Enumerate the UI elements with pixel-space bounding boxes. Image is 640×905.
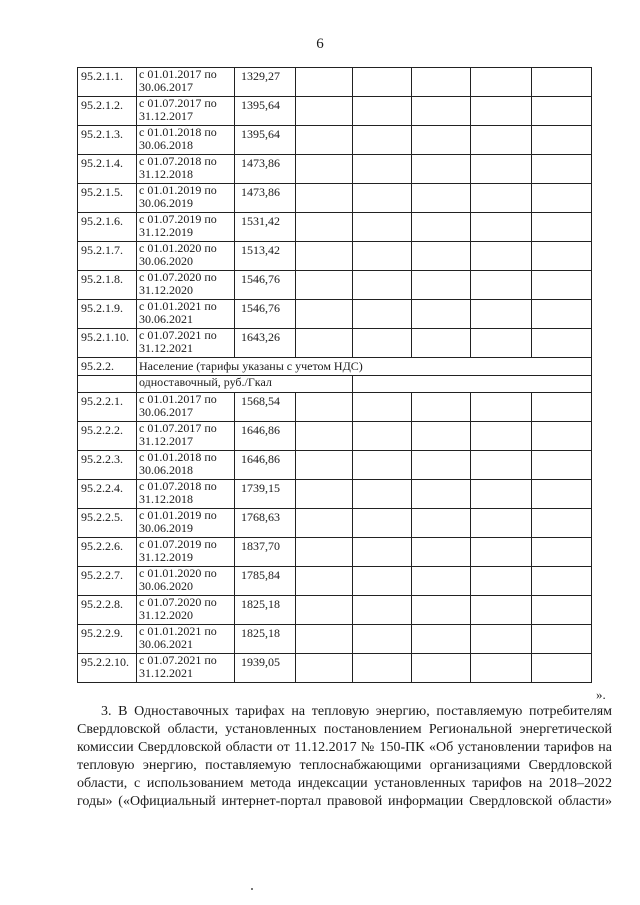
row-code: 95.2.1.7.	[78, 242, 137, 271]
period-end: 30.06.2017	[139, 405, 193, 419]
empty-cell	[296, 393, 353, 422]
empty-cell	[532, 567, 592, 596]
empty-cell	[412, 596, 471, 625]
row-code: 95.2.2.8.	[78, 596, 137, 625]
empty-cell	[471, 480, 532, 509]
empty-cell	[296, 271, 353, 300]
row-tariff-value: 1531,42	[235, 213, 296, 242]
empty-cell	[296, 625, 353, 654]
empty-cell	[353, 126, 412, 155]
period-start: с 01.07.2020 по	[139, 595, 217, 609]
period-start: с 01.01.2017 по	[139, 67, 217, 81]
period-start: с 01.07.2021 по	[139, 328, 217, 342]
empty-cell	[412, 184, 471, 213]
empty-cell	[471, 422, 532, 451]
empty-cell	[412, 300, 471, 329]
closing-quote: ».	[596, 687, 606, 702]
empty-cell	[412, 126, 471, 155]
empty-cell	[471, 625, 532, 654]
tariff-row	[78, 654, 592, 683]
row-period	[137, 126, 235, 155]
empty-cell	[353, 509, 412, 538]
row-period	[137, 329, 235, 358]
empty-cell	[412, 393, 471, 422]
period-start: с 01.07.2018 по	[139, 479, 217, 493]
empty-cell	[353, 422, 412, 451]
row-code: 95.2.1.9.	[78, 300, 137, 329]
empty-cell	[412, 625, 471, 654]
empty-cell	[471, 538, 532, 567]
empty-cell	[532, 213, 592, 242]
row-tariff-value: 1643,26	[235, 329, 296, 358]
row-code: 95.2.2.4.	[78, 480, 137, 509]
empty-cell	[296, 480, 353, 509]
empty-cell	[532, 271, 592, 300]
period-end: 31.12.2017	[139, 434, 193, 448]
empty-cell	[532, 480, 592, 509]
section-subtitle-row	[78, 376, 592, 393]
tariff-row	[78, 300, 592, 329]
empty-cell	[296, 654, 353, 683]
row-code: 95.2.2.1.	[78, 393, 137, 422]
period-end: 31.12.2019	[139, 225, 193, 239]
row-period	[137, 300, 235, 329]
empty-cell	[532, 300, 592, 329]
empty-cell	[353, 596, 412, 625]
empty-cell	[412, 242, 471, 271]
section-code: 95.2.2.	[78, 358, 137, 376]
row-tariff-value: 1395,64	[235, 97, 296, 126]
row-code: 95.2.1.6.	[78, 213, 137, 242]
period-start: с 01.07.2018 по	[139, 154, 217, 168]
tariff-row	[78, 480, 592, 509]
row-period	[137, 68, 235, 97]
empty-cell	[412, 451, 471, 480]
empty-cell	[296, 300, 353, 329]
row-period	[137, 422, 235, 451]
period-end: 30.06.2020	[139, 254, 193, 268]
paragraph-text: 3. В Одноставочных тарифах на тепловую энергию, поставляемую потребителям Свердловской области, установленных постановлением Региональной энергетической комиссии Свердловской области от 11.12.2017 № 150-ПК «Об установлении тарифов на тепловую энергию, поставляемую теплоснабжающими организациями Свердловской области, с использованием метода индексации установленных тарифов на 2018–2022 годы» («Официальный интернет-портал правовой информации Свердловской области»	[77, 704, 612, 809]
empty-cell	[296, 184, 353, 213]
row-code: 95.2.2.9.	[78, 625, 137, 654]
empty-cell	[353, 329, 412, 358]
paragraph-3	[77, 703, 612, 811]
empty-cell	[471, 451, 532, 480]
row-code: 95.2.2.2.	[78, 422, 137, 451]
tariff-row	[78, 329, 592, 358]
row-tariff-value: 1329,27	[235, 68, 296, 97]
row-period	[137, 393, 235, 422]
period-start: с 01.01.2021 по	[139, 299, 217, 313]
row-period	[137, 480, 235, 509]
tariff-rows-other	[78, 68, 592, 358]
empty-cell	[471, 271, 532, 300]
empty-cell	[353, 393, 412, 422]
row-tariff-value: 1473,86	[235, 155, 296, 184]
empty-cell	[471, 393, 532, 422]
empty-cell	[353, 451, 412, 480]
period-start: с 01.01.2019 по	[139, 183, 217, 197]
empty-cell	[296, 451, 353, 480]
period-end: 31.12.2019	[139, 550, 193, 564]
tariff-row	[78, 422, 592, 451]
empty-cell	[532, 625, 592, 654]
tariff-row	[78, 213, 592, 242]
empty-cell	[412, 271, 471, 300]
row-period	[137, 654, 235, 683]
tariff-row	[78, 451, 592, 480]
tariff-row	[78, 393, 592, 422]
empty-cell	[353, 213, 412, 242]
period-start: с 01.07.2021 по	[139, 653, 217, 667]
period-start: с 01.01.2018 по	[139, 450, 217, 464]
row-tariff-value: 1546,76	[235, 300, 296, 329]
period-end: 31.12.2021	[139, 341, 193, 355]
tariff-row	[78, 155, 592, 184]
period-end: 31.12.2021	[139, 666, 193, 680]
row-tariff-value: 1395,64	[235, 126, 296, 155]
empty-cell	[471, 596, 532, 625]
empty-cell	[471, 155, 532, 184]
period-start: с 01.01.2017 по	[139, 392, 217, 406]
row-code: 95.2.2.7.	[78, 567, 137, 596]
empty-cell	[412, 422, 471, 451]
empty-cell	[532, 68, 592, 97]
row-period	[137, 596, 235, 625]
period-end: 30.06.2019	[139, 521, 193, 535]
row-code: 95.2.1.4.	[78, 155, 137, 184]
tariff-row	[78, 271, 592, 300]
row-code: 95.2.1.3.	[78, 126, 137, 155]
empty-cell	[532, 126, 592, 155]
empty-cell	[353, 155, 412, 184]
row-period	[137, 184, 235, 213]
row-tariff-value: 1825,18	[235, 625, 296, 654]
row-code: 95.2.1.10.	[78, 329, 137, 358]
section-title: Население (тарифы указаны с учетом НДС)	[137, 358, 592, 376]
row-tariff-value: 1939,05	[235, 654, 296, 683]
period-end: 30.06.2019	[139, 196, 193, 210]
empty-cell	[296, 596, 353, 625]
empty-cell	[412, 155, 471, 184]
empty-cell	[471, 213, 532, 242]
empty-cell	[412, 509, 471, 538]
empty-cell	[296, 422, 353, 451]
page-number: 6	[316, 36, 324, 52]
row-code: 95.2.1.5.	[78, 184, 137, 213]
row-tariff-value: 1568,54	[235, 393, 296, 422]
empty-cell	[296, 242, 353, 271]
empty-cell	[353, 271, 412, 300]
empty-cell	[532, 451, 592, 480]
empty-cell	[296, 126, 353, 155]
empty-cell	[353, 97, 412, 126]
scan-speck	[251, 888, 253, 890]
period-start: с 01.07.2017 по	[139, 96, 217, 110]
empty-cell	[296, 68, 353, 97]
row-tariff-value: 1837,70	[235, 538, 296, 567]
empty-cell	[532, 155, 592, 184]
period-end: 31.12.2018	[139, 492, 193, 506]
empty-cell	[412, 538, 471, 567]
period-end: 30.06.2020	[139, 579, 193, 593]
row-code: 95.2.1.8.	[78, 271, 137, 300]
empty-cell	[353, 480, 412, 509]
row-code: 95.2.2.5.	[78, 509, 137, 538]
empty-cell	[353, 376, 592, 393]
tariff-row	[78, 567, 592, 596]
empty-cell	[471, 329, 532, 358]
empty-cell	[296, 155, 353, 184]
empty-cell	[296, 213, 353, 242]
period-end: 31.12.2018	[139, 167, 193, 181]
row-code: 95.2.1.2.	[78, 97, 137, 126]
row-period	[137, 625, 235, 654]
empty-cell	[471, 242, 532, 271]
tariff-table	[77, 67, 592, 683]
period-end: 30.06.2018	[139, 463, 193, 477]
empty-cell	[532, 242, 592, 271]
empty-cell	[471, 97, 532, 126]
period-start: с 01.07.2019 по	[139, 537, 217, 551]
empty-cell	[296, 97, 353, 126]
period-start: с 01.01.2021 по	[139, 624, 217, 638]
tariff-row	[78, 538, 592, 567]
row-period	[137, 567, 235, 596]
period-start: с 01.01.2019 по	[139, 508, 217, 522]
row-tariff-value: 1785,84	[235, 567, 296, 596]
empty-cell	[412, 68, 471, 97]
row-code: 95.2.2.10.	[78, 654, 137, 683]
empty-cell	[532, 509, 592, 538]
period-end: 30.06.2021	[139, 637, 193, 651]
row-tariff-value: 1739,15	[235, 480, 296, 509]
empty-cell	[296, 538, 353, 567]
empty-cell	[532, 538, 592, 567]
row-period	[137, 242, 235, 271]
section-subtitle: одноставочный, руб./Гкал	[137, 376, 353, 393]
period-start: с 01.07.2019 по	[139, 212, 217, 226]
empty-cell	[353, 654, 412, 683]
row-tariff-value: 1513,42	[235, 242, 296, 271]
row-period	[137, 451, 235, 480]
empty-cell	[412, 213, 471, 242]
row-code: 95.2.2.6.	[78, 538, 137, 567]
empty-cell	[471, 654, 532, 683]
period-end: 31.12.2017	[139, 109, 193, 123]
period-start: с 01.07.2017 по	[139, 421, 217, 435]
tariff-row	[78, 126, 592, 155]
empty-cell	[412, 480, 471, 509]
period-end: 30.06.2018	[139, 138, 193, 152]
row-tariff-value: 1473,86	[235, 184, 296, 213]
empty-cell	[532, 97, 592, 126]
row-period	[137, 213, 235, 242]
empty-cell	[532, 184, 592, 213]
row-tariff-value: 1646,86	[235, 422, 296, 451]
section-population	[78, 358, 592, 393]
empty-cell	[296, 329, 353, 358]
period-end: 31.12.2020	[139, 283, 193, 297]
period-start: с 01.07.2020 по	[139, 270, 217, 284]
tariff-row	[78, 509, 592, 538]
tariff-row	[78, 97, 592, 126]
row-code: 95.2.1.1.	[78, 68, 137, 97]
empty-cell	[353, 242, 412, 271]
empty-cell	[78, 376, 137, 393]
empty-cell	[353, 625, 412, 654]
tariff-row	[78, 68, 592, 97]
empty-cell	[296, 567, 353, 596]
empty-cell	[296, 509, 353, 538]
tariff-row	[78, 242, 592, 271]
empty-cell	[471, 68, 532, 97]
period-start: с 01.01.2020 по	[139, 241, 217, 255]
empty-cell	[353, 300, 412, 329]
tariff-rows-population	[78, 393, 592, 683]
empty-cell	[471, 509, 532, 538]
row-period	[137, 538, 235, 567]
row-period	[137, 155, 235, 184]
empty-cell	[412, 97, 471, 126]
row-code: 95.2.2.3.	[78, 451, 137, 480]
empty-cell	[532, 422, 592, 451]
empty-cell	[471, 300, 532, 329]
empty-cell	[471, 184, 532, 213]
empty-cell	[532, 329, 592, 358]
empty-cell	[532, 654, 592, 683]
empty-cell	[353, 567, 412, 596]
empty-cell	[412, 654, 471, 683]
row-tariff-value: 1825,18	[235, 596, 296, 625]
empty-cell	[532, 596, 592, 625]
empty-cell	[532, 393, 592, 422]
empty-cell	[353, 184, 412, 213]
period-start: с 01.01.2020 по	[139, 566, 217, 580]
tariff-row	[78, 184, 592, 213]
empty-cell	[353, 538, 412, 567]
tariff-row	[78, 596, 592, 625]
period-end: 31.12.2020	[139, 608, 193, 622]
period-end: 30.06.2021	[139, 312, 193, 326]
row-period	[137, 509, 235, 538]
period-start: с 01.01.2018 по	[139, 125, 217, 139]
row-tariff-value: 1768,63	[235, 509, 296, 538]
row-tariff-value: 1646,86	[235, 451, 296, 480]
empty-cell	[412, 567, 471, 596]
row-period	[137, 271, 235, 300]
period-end: 30.06.2017	[139, 80, 193, 94]
tariff-row	[78, 625, 592, 654]
empty-cell	[471, 126, 532, 155]
row-tariff-value: 1546,76	[235, 271, 296, 300]
empty-cell	[412, 329, 471, 358]
empty-cell	[471, 567, 532, 596]
row-period	[137, 97, 235, 126]
section-header-row	[78, 358, 592, 376]
empty-cell	[353, 68, 412, 97]
